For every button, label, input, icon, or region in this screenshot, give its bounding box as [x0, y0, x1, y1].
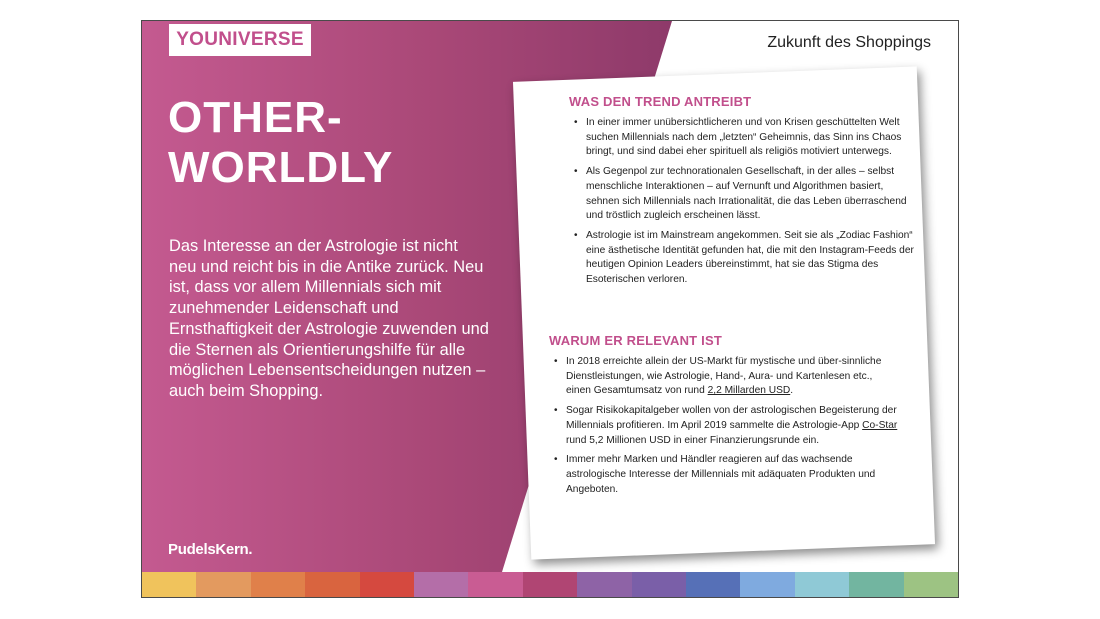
color-stripe-14 [849, 572, 903, 598]
color-stripe-7 [468, 572, 522, 598]
page-title [168, 93, 393, 193]
section-title-trend: WAS DEN TREND ANTREIBT [569, 94, 752, 109]
bullet-dot: • [574, 229, 578, 241]
color-stripe-10 [632, 572, 686, 598]
section-trend-drivers [569, 94, 919, 293]
bullet-dot: • [554, 356, 558, 367]
color-stripe-15 [904, 572, 958, 598]
bullet-dot: • [554, 405, 558, 417]
color-stripe-12 [740, 572, 794, 598]
brand-text: YOUNIVERSE [176, 29, 304, 50]
color-stripe-9 [577, 572, 631, 598]
bullet-text: Astrologie ist im Mainstream angekommen. Seit sie als „Zodiac Fashion“ eine ästhetische Identität gefunden hat, die mit den Instagram-Feeds der heutigen Opinion Leaders übereinstimmt, hat sie das Stigma des Esoterischen verloren. [586, 229, 914, 286]
color-stripe-6 [414, 572, 468, 598]
bullet-text: In einer immer unübersichtlicheren und von Krisen geschüttelten Welt suchen Millennials nach dem „letzten“ Geheimnis, das Sinn ins Chaos bringt, und sind dabei eher spirituell als religiös motiviert unterwegs. [586, 117, 902, 158]
section-relevance [549, 333, 899, 502]
relevance-bullet-list [549, 355, 899, 497]
slide [141, 20, 959, 598]
bullet-text: Immer mehr Marken und Händler reagieren auf das wachsende astrologische Interesse der Millennials mit adäquaten Produkten und Angeboten. [566, 454, 876, 495]
list-item [554, 404, 899, 448]
list-item [554, 355, 899, 399]
color-stripe-bar [142, 572, 958, 598]
bullet-dot: • [554, 454, 558, 466]
bullet-dot: • [574, 117, 578, 128]
color-stripe-13 [795, 572, 849, 598]
title-line-1: OTHER- [168, 93, 343, 142]
bullet-text-end: rund 5,2 Millionen USD in einer Finanzierungsrunde ein. [566, 434, 820, 446]
co-star-link[interactable]: Co-Star [862, 419, 898, 431]
color-stripe-8 [523, 572, 577, 598]
color-stripe-5 [360, 572, 414, 598]
topic-label: Zukunft des Shoppings [767, 34, 931, 51]
title-line-2: WORLDLY [168, 143, 394, 192]
revenue-link[interactable]: 2,2 Millarden USD [707, 385, 791, 397]
pudelskern-logo: PudelsKern. [168, 541, 253, 558]
section-title-relevance: WARUM ER RELEVANT IST [549, 333, 722, 348]
color-stripe-2 [196, 572, 250, 598]
trend-bullet-list [569, 116, 919, 288]
bullet-text: Sogar Risikokapitalgeber wollen von der astrologischen Begeisterung der Millennials profitieren. Im April 2019 sammelte die Astrologie-App [566, 405, 897, 431]
list-item [554, 453, 899, 497]
bullet-text-end: . [790, 385, 794, 397]
color-stripe-1 [142, 572, 196, 598]
list-item [574, 165, 919, 224]
intro-text: Das Interesse an der Astrologie ist nicht neu und reicht bis in die Antike zurück. Neu ist, dass vor allem Millennials sich mit zunehmender Leidenschaft und Ernsthaftigkeit der Astrologie zuwenden und die Sternen als Orientierungshilfe für alle möglichen Lebensentscheidungen nutzen – auch beim Shopping. [169, 237, 489, 400]
bullet-text: Als Gegenpol zur technorationalen Gesellschaft, in der alles – selbst menschliche Interaktionen – auf Vernunft und Algorithmen basiert, sehnen sich Millennials nach Irrationalität, die das Leben überraschend und tröstlich zugleich erscheinen lässt. [586, 166, 907, 222]
bullet-dot: • [574, 166, 578, 178]
brand-label [169, 24, 311, 56]
list-item [574, 116, 919, 160]
bullet-text: In 2018 erreichte allein der US-Markt für mystische und über-sinnliche Dienstleistungen, wie Astrologie, Hand-, Aura- und Kartenlesen etc., einen Gesamtumsatz von rund [566, 356, 882, 397]
color-stripe-4 [305, 572, 359, 598]
color-stripe-11 [686, 572, 740, 598]
color-stripe-3 [251, 572, 305, 598]
list-item [574, 229, 919, 288]
